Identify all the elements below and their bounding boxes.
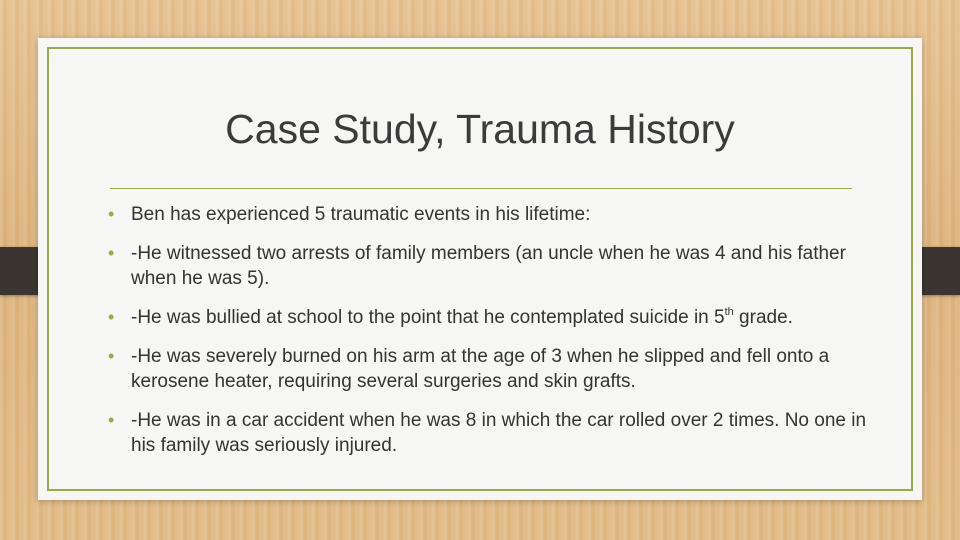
bullet-text: -He was in a car accident when he was 8 in which the car rolled over 2 times. No one in his family was seriously injured. xyxy=(131,410,867,456)
bullet-list xyxy=(108,202,868,472)
bullet-icon: • xyxy=(108,204,115,224)
bullet-icon: • xyxy=(108,410,115,430)
bullet-icon: • xyxy=(108,307,115,327)
bullet-text-continued: grade. xyxy=(733,307,793,328)
bullet-item xyxy=(108,344,868,394)
title-divider xyxy=(110,188,852,189)
bullet-text: -He was bullied at school to the point that he contemplated suicide in 5 xyxy=(131,307,725,328)
slide-title: Case Study, Trauma History xyxy=(225,106,735,152)
ordinal-superscript: th xyxy=(724,306,734,318)
bullet-item xyxy=(108,241,868,291)
bullet-icon: • xyxy=(108,346,115,366)
bullet-text: -He was severely burned on his arm at the age of 3 when he slipped and fell onto a kerosene heater, requiring several surgeries and skin grafts. xyxy=(131,346,830,392)
bullet-text: -He witnessed two arrests of family members (an uncle when he was 4 and his father when he was 5). xyxy=(131,243,846,289)
bullet-text: Ben has experienced 5 traumatic events in his lifetime: xyxy=(131,204,591,225)
bullet-item xyxy=(108,408,868,458)
slide-card xyxy=(38,38,922,500)
bullet-icon: • xyxy=(108,243,115,263)
bullet-item xyxy=(108,305,868,330)
bullet-item xyxy=(108,202,868,227)
